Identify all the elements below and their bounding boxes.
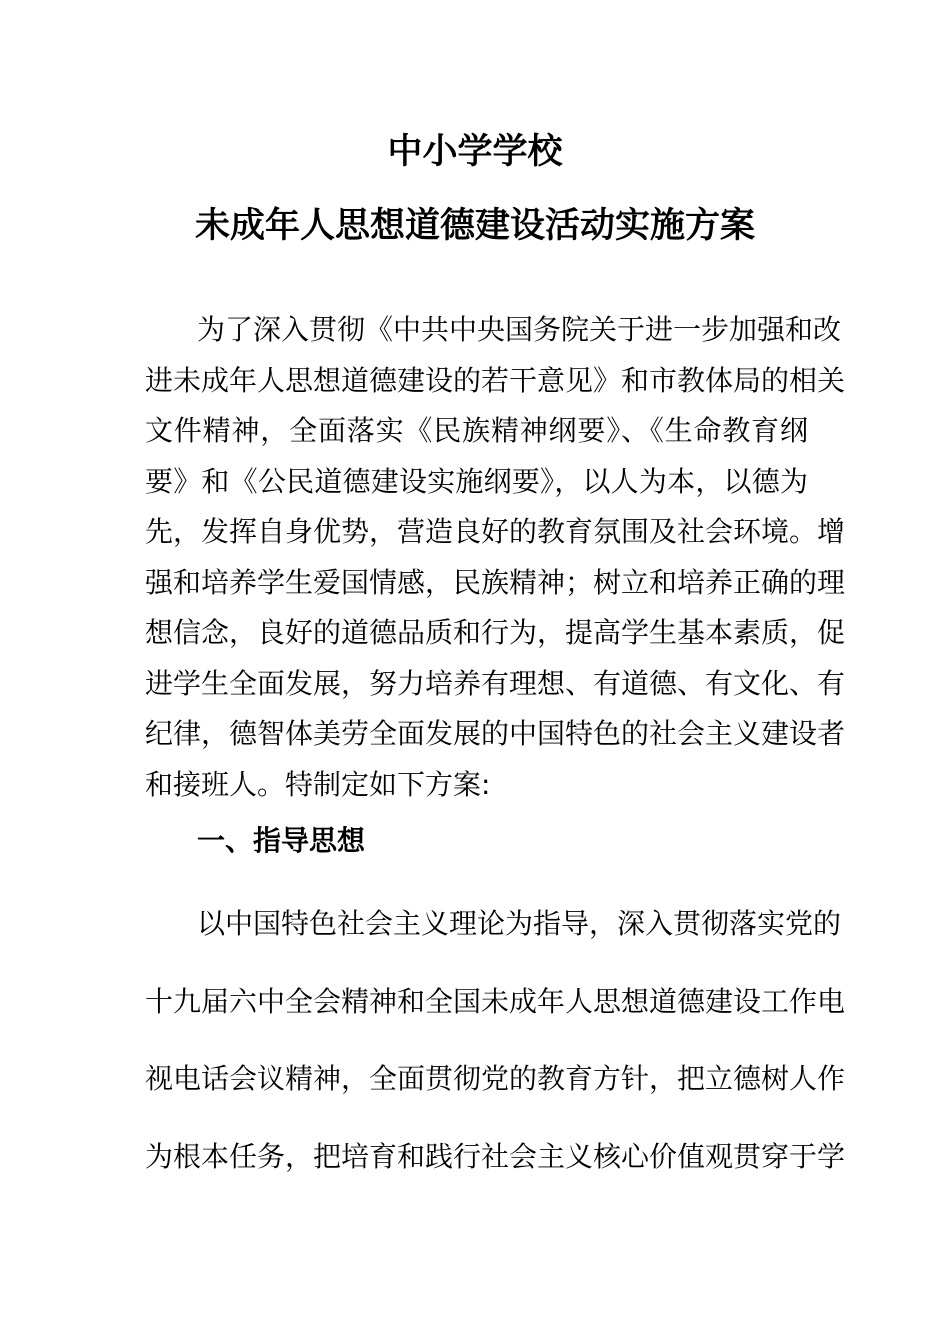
intro-line: 进未成年人思想道德建设的若干意见》和市教体局的相关 bbox=[145, 363, 846, 397]
intro-line: 要》和《公民道德建设实施纲要》，以人为本，以德为 bbox=[145, 464, 808, 498]
document-title-line-1: 中小学学校 bbox=[387, 132, 563, 172]
section-1-paragraph bbox=[145, 885, 846, 1195]
document-title-line-2: 未成年人思想道德建设活动实施方案 bbox=[194, 206, 755, 246]
intro-line: 文件精神，全面落实《民族精神纲要》、《生命教育纲 bbox=[145, 414, 808, 447]
section-heading-guiding-ideology: 一、指导思想 bbox=[197, 824, 366, 857]
intro-line: 为了深入贯彻《中共中央国务院关于进一步加强和改 bbox=[197, 313, 842, 346]
section-1-line: 十九届六中全会精神和全国未成年人思想道德建设工作电 bbox=[145, 984, 846, 1018]
intro-line: 强和培养学生爱国情感，民族精神；树立和培养正确的理 bbox=[145, 565, 846, 599]
section-1-line: 以中国特色社会主义理论为指导，深入贯彻落实党的 bbox=[197, 907, 842, 940]
section-1-line: 视电话会议精神，全面贯彻党的教育方针，把立德树人作 bbox=[145, 1062, 846, 1095]
intro-paragraph bbox=[145, 305, 846, 810]
intro-line: 纪律，德智体美劳全面发展的中国特色的社会主义建设者 bbox=[145, 717, 846, 750]
intro-line: 进学生全面发展，努力培养有理想、有道德、有文化、有 bbox=[145, 666, 846, 700]
intro-line: 想信念，良好的道德品质和行为，提高学生基本素质，促 bbox=[145, 616, 846, 649]
intro-line: 和接班人。特制定如下方案: bbox=[145, 767, 491, 801]
intro-line: 先，发挥自身优势，营造良好的教育氛围及社会环境。增 bbox=[145, 515, 846, 548]
section-1-line: 为根本任务，把培育和践行社会主义核心价值观贯穿于学 bbox=[145, 1139, 846, 1173]
